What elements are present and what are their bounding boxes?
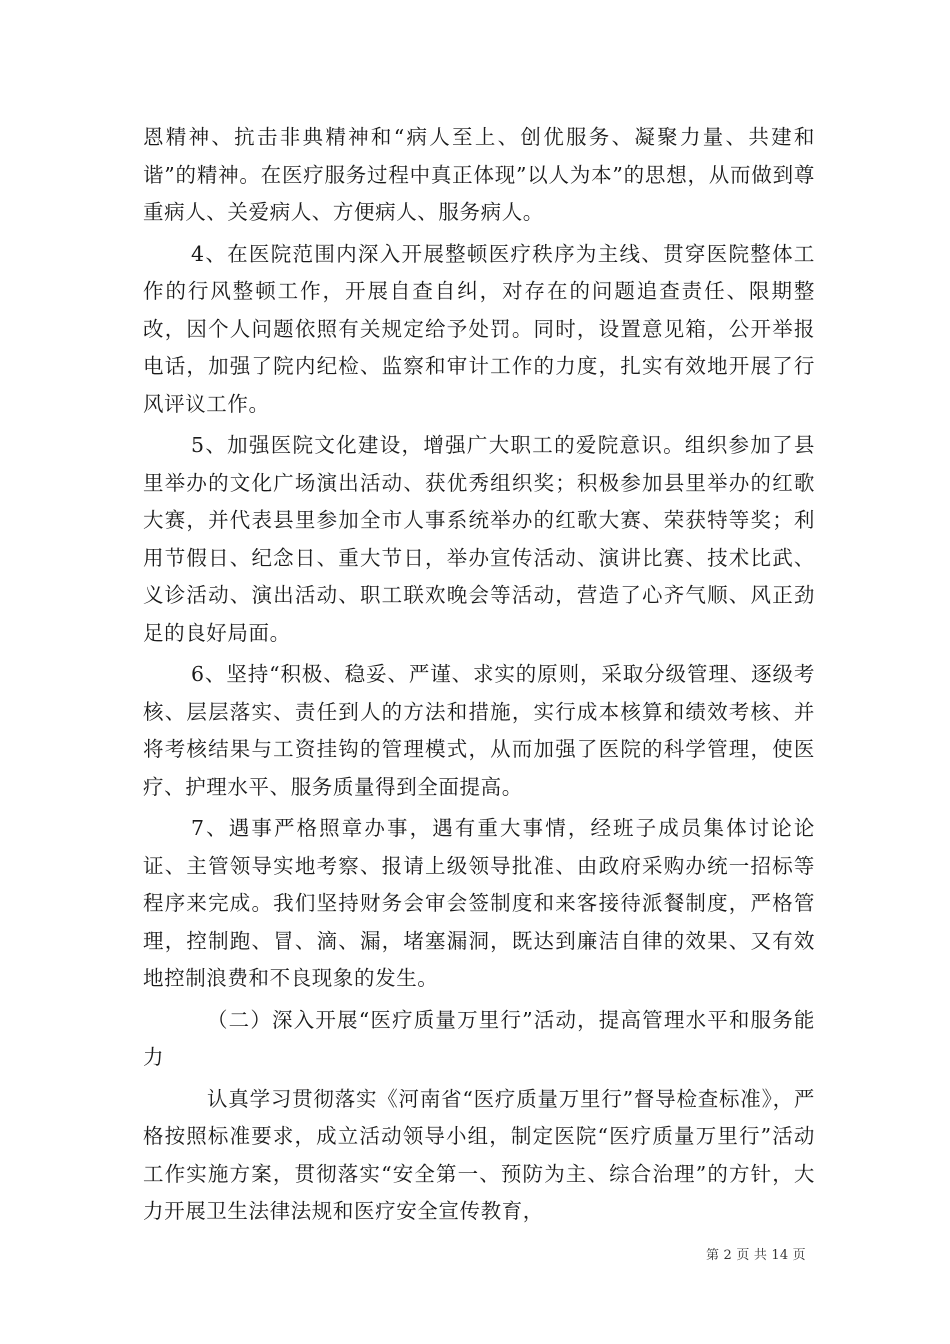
paragraph-item-5: 5、加强医院文化建设，增强广大职工的爱院意识。组织参加了县里举办的文化广场演出活动、获优秀组织奖；积极参加县里举办的红歌大赛，并代表县里参加全市人事系统举办的红歌大赛、荣获特等奖；利用节假日、纪念日、重大节日，举办宣传活动、演讲比赛、技术比武、义诊活动、演出活动、职工联欢晚会等活动，营造了心齐气顺、风正劲足的良好局面。 [143, 433, 815, 645]
paragraph-item-6: 6、坚持“积极、稳妥、严谨、求实的原则，采取分级管理、逐级考核、层层落实、责任到人的方法和措施，实行成本核算和绩效考核、并将考核结果与工资挂钩的管理模式，从而加强了医院的科学管理，使医疗、护理水平、服务质量得到全面提高。 [143, 662, 815, 799]
paragraph-item-4: 4、在医院范围内深入开展整顿医疗秩序为主线、贯穿医院整体工作的行风整顿工作，开展自查自纠，对存在的问题追查责任、限期整改，因个人问题依照有关规定给予处罚。同时，设置意见箱，公开举报电话，加强了院内纪检、监察和审计工作的力度，扎实有效地开展了行风评议工作。 [143, 241, 815, 416]
paragraph-item-7: 7、遇事严格照章办事，遇有重大事情，经班子成员集体讨论论证、主管领导实地考察、报请上级领导批准、由政府采购办统一招标等程序来完成。我们坚持财务会审会签制度和来客接待派餐制度，严格管理，控制跑、冒、滴、漏，堵塞漏洞，既达到廉洁自律的效果、又有效地控制浪费和不良现象的发生。 [143, 816, 815, 990]
section-heading-2: （二）深入开展“医疗质量万里行”活动，提高管理水平和服务能力 [143, 1007, 815, 1069]
page-number-footer: 第 2 页 共 14 页 [706, 1248, 806, 1263]
paragraph-continuation: 恩精神、抗击非典精神和“病人至上、创优服务、凝聚力量、共建和谐”的精神。在医疗服务过程中真正体现”以人为本”的思想，从而做到尊重病人、关爱病人、方便病人、服务病人。 [143, 125, 815, 224]
paragraph-section-2-body: 认真学习贯彻落实《河南省“医疗质量万里行”督导检查标准》，严格按照标准要求，成立活动领导小组，制定医院“医疗质量万里行”活动工作实施方案，贯彻落实“安全第一、预防为主、综合治理”的方针，大力开展卫生法律法规和医疗安全宣传教育， [143, 1086, 815, 1223]
document-body [143, 119, 815, 1235]
